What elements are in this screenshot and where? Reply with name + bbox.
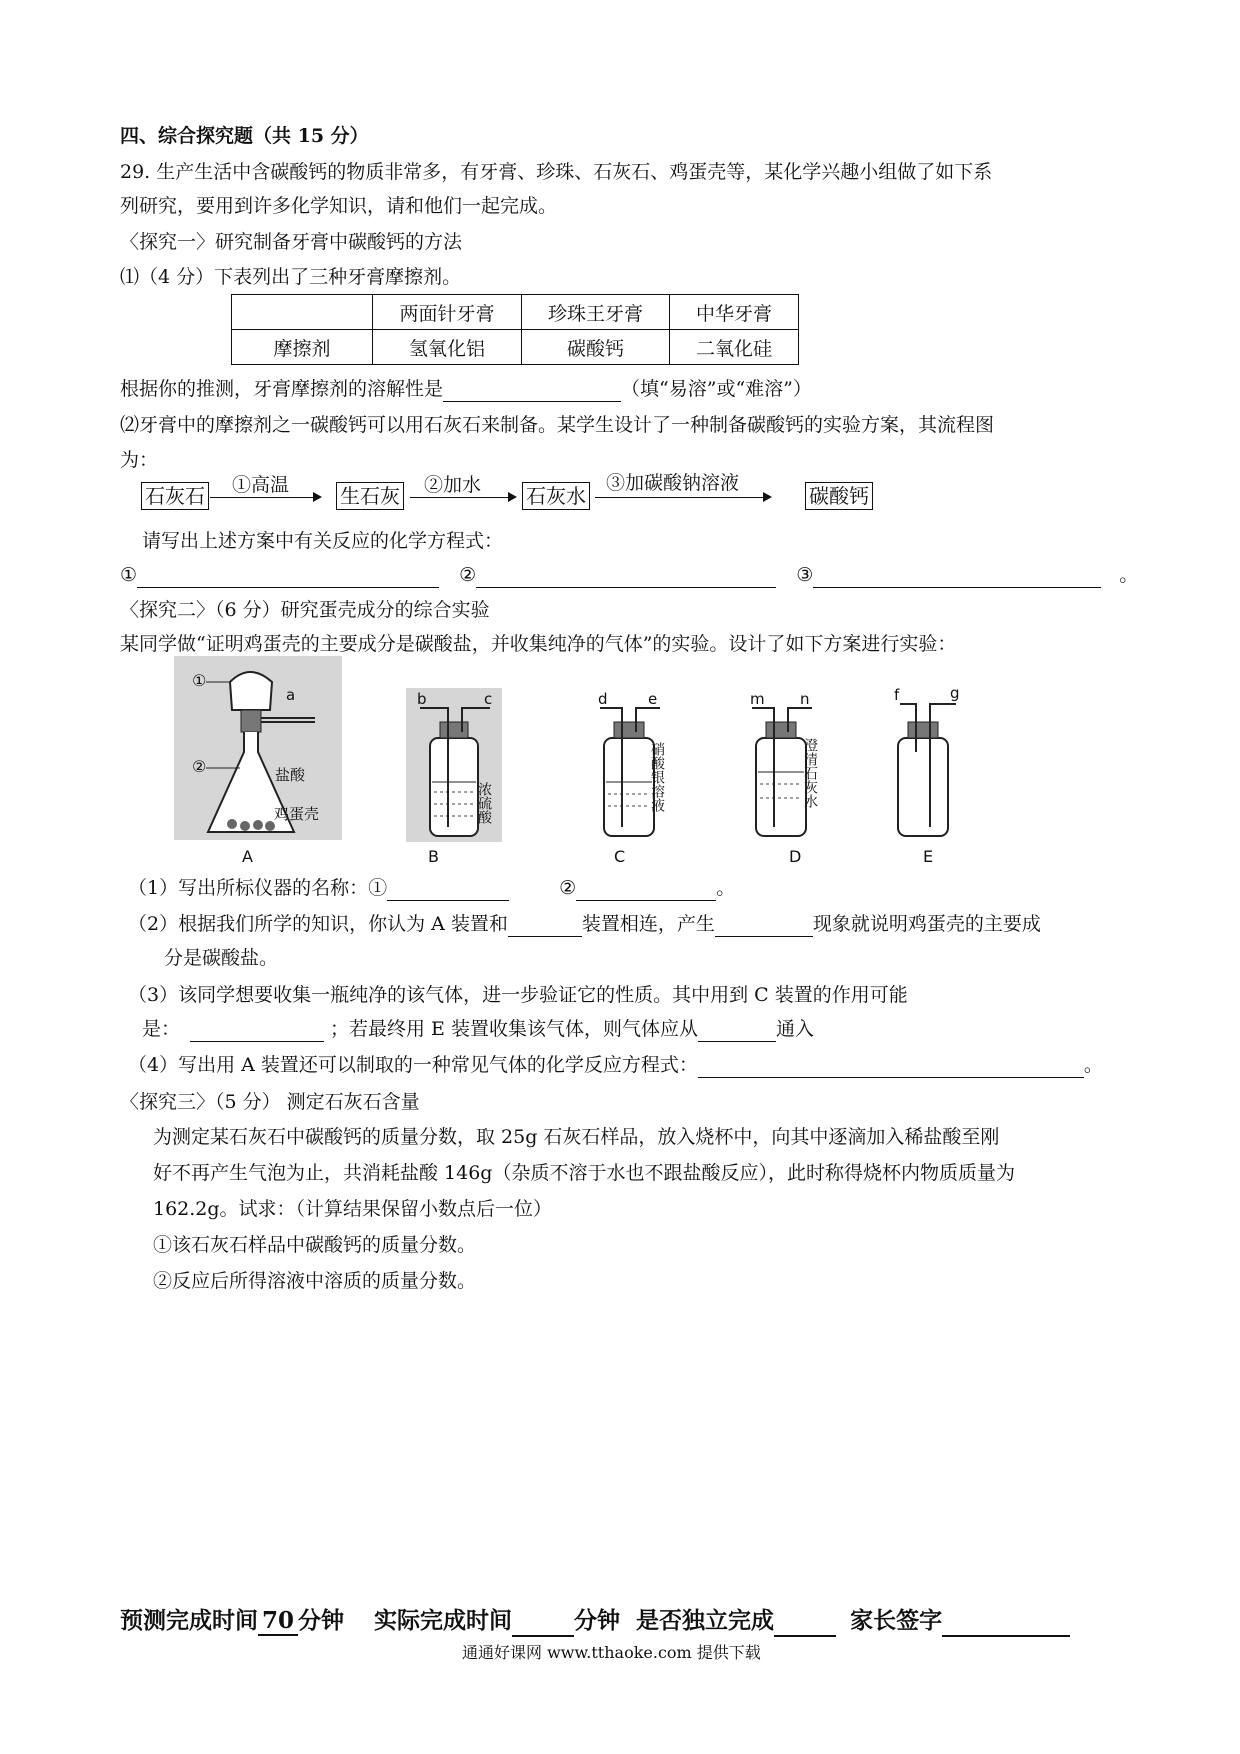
port-g-label: g: [950, 684, 960, 702]
equation-4-blank[interactable]: [698, 1057, 1084, 1078]
actual-time-blank[interactable]: [512, 1611, 574, 1637]
circle-label-1: ①: [192, 671, 207, 690]
table-cell: 氢氧化铝: [373, 330, 522, 365]
sub-question-2: [128, 911, 1041, 937]
part2-line1: ⑵牙膏中的摩擦剂之一碳酸钙可以用石灰石来制备。某学生设计了一种制备碳酸钙的实验方案，其流程图: [120, 414, 995, 436]
part2-line2: 为：: [120, 449, 159, 471]
flow-arrow-1: [210, 497, 320, 498]
solubility-question: [120, 376, 812, 402]
table-cell: 二氧化硅: [670, 330, 799, 365]
signature-blank[interactable]: [942, 1611, 1070, 1637]
sub-question-3-line2: [142, 1016, 814, 1042]
actual-label: 实际完成时间: [374, 1607, 513, 1634]
instrument-2-blank[interactable]: [576, 880, 716, 901]
apparatus-letter-a: A: [242, 847, 253, 866]
apparatus-e: [894, 684, 960, 836]
q29-intro-line2: 列研究，要用到许多化学知识，请和他们一起完成。: [120, 195, 558, 217]
equation-2-blank[interactable]: [476, 567, 776, 588]
sub3-a: 是：: [142, 1018, 181, 1040]
equation-3-blank[interactable]: [813, 567, 1101, 588]
apparatus-b: [406, 688, 502, 842]
apparatus-letter-e: E: [923, 847, 934, 866]
apparatus-a: [174, 656, 342, 840]
source-footer: 通通好课网 www.tthaoke.com 提供下载: [462, 1643, 761, 1662]
equation-line: [120, 562, 1138, 588]
section-title: 四、综合探究题（共 15 分）: [120, 125, 369, 147]
q29-intro-line1: 29. 生产生活中含碳酸钙的物质非常多，有牙膏、珍珠、石灰石、鸡蛋壳等，某化学兴趣小组做了如下系: [120, 161, 993, 183]
explore2-intro: 某同学做“证明鸡蛋壳的主要成分是碳酸盐，并收集纯净的气体”的实验。设计了如下方案进行实验：: [120, 633, 957, 655]
sub1-prefix: （1）写出所标仪器的名称：①: [128, 877, 388, 899]
independent-blank[interactable]: [774, 1611, 836, 1637]
sub3-c: 通入: [775, 1018, 814, 1040]
sub2-b: 装置相连，产生: [581, 913, 715, 935]
port-a-label: a: [286, 686, 296, 704]
actual-unit: 分钟: [574, 1607, 621, 1634]
port-n-label: n: [800, 690, 810, 708]
port-m-label: m: [750, 690, 765, 708]
sub-question-4: [128, 1052, 1103, 1078]
explore3-line2: 好不再产生气泡为止，共消耗盐酸 146g（杂质不溶于水也不跟盐酸反应），此时称得烧杯内物质质量为: [153, 1162, 1015, 1184]
sub2-a: （2）根据我们所学的知识，你认为 A 装置和: [128, 913, 508, 935]
port-e-label: e: [648, 690, 658, 708]
apparatus-letter-b: B: [428, 847, 439, 866]
equation-1-blank[interactable]: [137, 567, 439, 588]
table-row: [232, 330, 799, 365]
table-cell: 两面针牙膏: [373, 295, 522, 330]
sub1-mid: ②: [559, 877, 577, 899]
predicted-label: 预测完成时间: [120, 1607, 258, 1634]
predicted-unit: 分钟: [298, 1607, 345, 1634]
solubility-suffix: （填“易溶”或“难溶”）: [621, 378, 812, 400]
sub4-end: 。: [1083, 1054, 1103, 1076]
device-blank[interactable]: [508, 916, 582, 937]
c-device-role-blank[interactable]: [190, 1021, 324, 1042]
explore1-title: 〈探究一〉研究制备牙膏中碳酸钙的方法: [120, 231, 463, 253]
circle-label-2: ②: [192, 757, 207, 776]
apparatus-figure: [170, 652, 990, 867]
explore3-line3: 162.2g。试求：（计算结果保留小数点后一位）: [153, 1198, 553, 1220]
b-acid-label: 浓硫酸: [476, 782, 492, 824]
flow-step-2: ②加水: [424, 474, 482, 496]
d-limewater-label: 澄清石灰水: [802, 738, 818, 808]
abrasive-table: [231, 294, 799, 365]
sub3-line1: （3）该同学想要收集一瓶纯净的该气体，进一步验证它的性质。其中用到 C 装置的作用可能: [128, 984, 908, 1006]
flow-box-calcium-carbonate: 碳酸钙: [805, 482, 873, 510]
port-d-label: d: [598, 690, 608, 708]
apparatus-d: [750, 690, 818, 836]
flow-step-3: ③加碳酸钠溶液: [606, 472, 740, 494]
sub4-text: （4）写出用 A 装置还可以制取的一种常见气体的化学反应方程式：: [128, 1054, 698, 1076]
sub3-b: ；若最终用 E 装置收集该气体，则气体应从: [330, 1018, 698, 1040]
a-acid-label: 盐酸: [275, 766, 306, 784]
explore3-q2: ②反应后所得溶液中溶质的质量分数。: [153, 1270, 477, 1292]
flow-arrow-3: [595, 497, 770, 498]
eq-mark-1: ①: [120, 564, 138, 586]
equation-prompt: 请写出上述方案中有关反应的化学方程式：: [142, 530, 504, 552]
sub-question-1: [128, 875, 735, 901]
sub1-end: 。: [716, 877, 736, 899]
sub2-c: 现象就说明鸡蛋壳的主要成: [812, 913, 1041, 935]
sub2-line2: 分是碳酸盐。: [164, 947, 279, 969]
eq-mark-3: ③: [796, 564, 814, 586]
explore3-q1: ①该石灰石样品中碳酸钙的质量分数。: [153, 1234, 477, 1256]
table-header-row: [232, 295, 799, 330]
part1-text: ⑴（4 分）下表列出了三种牙膏摩擦剂。: [120, 266, 462, 288]
independent-label: 是否独立完成: [636, 1607, 775, 1634]
port-c-label: c: [484, 690, 493, 708]
table-cell: 珍珠王牙膏: [522, 295, 670, 330]
explore3-line1: 为测定某石灰石中碳酸钙的质量分数，取 25g 石灰石样品，放入烧杯中，向其中逐滴加入稀盐酸至刚: [153, 1126, 1000, 1148]
footer-line: [120, 1606, 1070, 1637]
a-eggshell-label: 鸡蛋壳: [274, 805, 320, 823]
apparatus-c: [598, 690, 665, 836]
apparatus-letter-d: D: [789, 847, 802, 866]
table-cell: 摩擦剂: [232, 330, 373, 365]
explore2-title: 〈探究二〉（6 分）研究蛋壳成分的综合实验: [120, 599, 490, 621]
eq-period: 。: [1119, 564, 1139, 586]
c-solution-label: 硝酸银溶液: [649, 742, 665, 812]
flow-step-1: ①高温: [232, 474, 290, 496]
explore3-title: 〈探究三〉（5 分） 测定石灰石含量: [120, 1091, 420, 1113]
apparatus-letter-c: C: [614, 847, 626, 866]
table-cell: 中华牙膏: [670, 295, 799, 330]
predicted-value: 70: [258, 1607, 298, 1636]
flow-box-limewater: 石灰水: [522, 482, 590, 510]
signature-label: 家长签字: [850, 1607, 943, 1634]
flow-box-limestone: 石灰石: [141, 482, 209, 510]
flow-box-quicklime: 生石灰: [336, 482, 404, 510]
eq-mark-2: ②: [459, 564, 477, 586]
phenomenon-blank[interactable]: [715, 916, 813, 937]
solubility-prefix: 根据你的推测，牙膏摩擦剂的溶解性是: [120, 378, 444, 400]
port-f-label: f: [894, 686, 900, 704]
instrument-1-blank[interactable]: [387, 880, 509, 901]
table-cell: 碳酸钙: [522, 330, 670, 365]
table-cell: [232, 295, 373, 330]
inlet-blank[interactable]: [698, 1021, 776, 1042]
port-b-label: b: [417, 690, 427, 708]
flow-arrow-2: [410, 497, 515, 498]
solubility-answer-blank[interactable]: [443, 381, 621, 402]
